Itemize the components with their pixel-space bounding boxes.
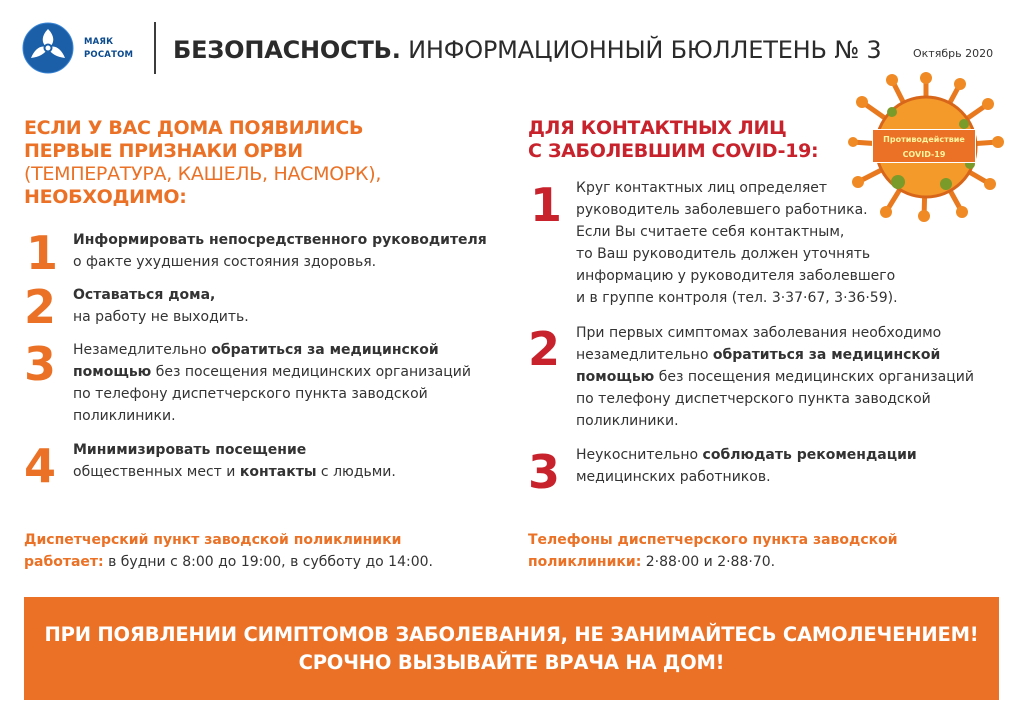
left-item-4-line-2a: общественных мест и	[73, 464, 240, 480]
brand-line-2: РОСАТОМ	[84, 50, 134, 60]
virus-label-line-2: COVID-19	[902, 150, 946, 159]
brand-line-1: МАЯК	[84, 37, 114, 47]
title-rest: ИНФОРМАЦИОННЫЙ БЮЛЛЕТЕНЬ № 3	[400, 36, 882, 64]
left-note-line-1: Диспетчерский пункт заводской поликлиники	[24, 532, 402, 548]
left-item-4-text	[73, 439, 493, 483]
left-heading	[24, 117, 464, 209]
right-item-1-line-1: Круг контактных лиц определяет	[576, 180, 828, 196]
left-item-3-text	[73, 339, 503, 427]
right-item-1-line-5: информацию у руководителя заболевшего	[576, 268, 896, 284]
right-item-2-line-5: поликлиники.	[576, 413, 679, 429]
left-schedule-note	[24, 529, 504, 573]
left-item-2-line-1: Оставаться дома,	[73, 287, 216, 303]
left-heading-line-2: ПЕРВЫЕ ПРИЗНАКИ ОРВИ	[24, 140, 303, 162]
right-item-2-line-3b: без посещения медицинских организаций	[654, 369, 974, 385]
right-item-2-line-2b: обратиться за медицинской	[712, 347, 941, 363]
right-item-2-line-1: При первых симптомах заболевания необходимо	[576, 325, 942, 341]
left-note-line-2b: в будни с 8:00 до 19:00, в субботу до 14:00.	[103, 554, 433, 570]
left-item-1-line-2: о факте ухудшения состояния здоровья.	[73, 254, 377, 270]
virus-label-line-1: Противодействие	[883, 135, 965, 144]
right-item-3-line-2: медицинских работников.	[576, 469, 771, 485]
left-item-4-line-1: Минимизировать посещение	[73, 442, 307, 458]
brand-name	[84, 36, 133, 62]
header-divider	[154, 22, 156, 74]
left-item-3-line-1b: обратиться за медицинской	[211, 342, 439, 358]
right-item-3-number: 3	[528, 445, 561, 499]
right-item-1-number: 1	[530, 178, 563, 232]
right-heading-line-1: ДЛЯ КОНТАКТНЫХ ЛИЦ	[528, 117, 787, 139]
right-item-1-line-6: и в группе контроля (тел. 3·37·67, 3·36·59).	[576, 290, 898, 306]
left-item-4-line-2c: с людьми.	[316, 464, 396, 480]
issue-date: Октябрь 2020	[913, 47, 994, 60]
left-item-1-line-1: Информировать непосредственного руководителя	[73, 232, 487, 248]
right-note-line-1: Телефоны диспетчерского пункта заводской	[528, 532, 898, 548]
banner-text	[24, 621, 999, 677]
banner-line-2: СРОЧНО ВЫЗЫВАЙТЕ ВРАЧА НА ДОМ!	[298, 651, 725, 674]
right-heading-line-2: С ЗАБОЛЕВШИМ COVID-19:	[528, 140, 819, 162]
left-item-3-line-1a: Незамедлительно	[73, 342, 212, 358]
right-heading	[528, 117, 848, 163]
right-item-2-text	[576, 322, 1001, 432]
right-item-1-line-3: Если Вы считаете себя контактным,	[576, 224, 845, 240]
left-item-4-line-2b: контакты	[239, 464, 317, 480]
warning-banner	[24, 597, 999, 700]
left-heading-line-1: ЕСЛИ У ВАС ДОМА ПОЯВИЛИСЬ	[24, 117, 364, 139]
left-heading-line-4: НЕОБХОДИМО:	[24, 186, 187, 208]
virus-label	[872, 129, 976, 163]
left-item-2-number: 2	[24, 280, 57, 334]
rosatom-logo-icon	[22, 22, 74, 74]
left-item-3-line-2b: без посещения медицинских организаций	[151, 364, 471, 380]
right-item-3-line-1b: соблюдать рекомендации	[702, 447, 917, 463]
left-item-1-text	[73, 229, 493, 273]
right-item-2-line-4: по телефону диспетчерского пункта заводской	[576, 391, 931, 407]
left-note-line-2a: работает:	[24, 554, 104, 570]
left-item-1-number: 1	[26, 226, 59, 280]
right-item-1-text	[576, 177, 936, 309]
left-item-2-line-2: на работу не выходить.	[73, 309, 249, 325]
right-item-1-line-2: руководитель заболевшего работника.	[576, 202, 868, 218]
left-item-3-line-2a: помощью	[73, 364, 152, 380]
left-item-2-text	[73, 284, 493, 328]
page-title	[173, 36, 881, 64]
right-note-line-2a: поликлиники:	[528, 554, 642, 570]
left-item-3-number: 3	[24, 337, 57, 391]
left-item-3-line-4: поликлиники.	[73, 408, 176, 424]
title-bold: БЕЗОПАСНОСТЬ.	[173, 36, 401, 64]
banner-line-1: ПРИ ПОЯВЛЕНИИ СИМПТОМОВ ЗАБОЛЕВАНИЯ, НЕ ЗАНИМАЙТЕСЬ САМОЛЕЧЕНИЕМ!	[44, 623, 979, 646]
right-note-line-2b: 2·88·00 и 2·88·70.	[641, 554, 776, 570]
right-phones-note	[528, 529, 998, 573]
left-item-3-line-3: по телефону диспетчерского пункта заводской	[73, 386, 428, 402]
left-item-4-number: 4	[24, 439, 57, 493]
right-item-2-line-2a: незамедлительно	[576, 347, 713, 363]
right-item-1-line-4: то Ваш руководитель должен уточнять	[576, 246, 871, 262]
right-item-2-line-3a: помощью	[576, 369, 655, 385]
right-item-2-number: 2	[528, 322, 561, 376]
right-item-3-text	[576, 444, 996, 488]
left-heading-line-3: (ТЕМПЕРАТУРА, КАШЕЛЬ, НАСМОРК),	[24, 163, 382, 185]
right-item-3-line-1a: Неукоснительно	[576, 447, 703, 463]
